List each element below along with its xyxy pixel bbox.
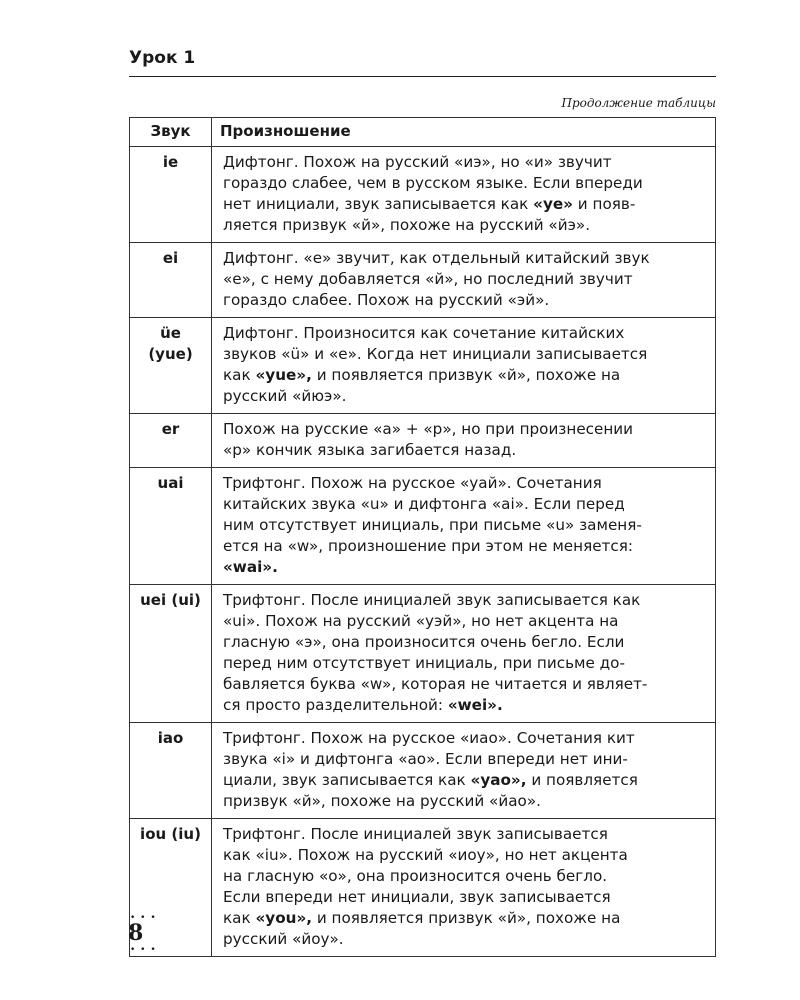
text-segment: как «iu». Похож на русский «иоу», но нет акцента bbox=[223, 846, 628, 864]
pronunciation-cell bbox=[212, 819, 716, 957]
pronunciation-line bbox=[223, 749, 705, 770]
pronunciation-line bbox=[223, 866, 705, 887]
text-segment: «e», с нему добавляется «й», но последний звучит bbox=[223, 270, 633, 288]
pronunciation-line bbox=[223, 632, 705, 653]
text-segment: Трифтонг. Похож на русское «иао». Сочетания кит bbox=[223, 729, 635, 747]
page-dots-bottom: • • • bbox=[130, 945, 157, 955]
pronunciation-line bbox=[223, 365, 705, 386]
pronunciation-line bbox=[223, 536, 705, 557]
sound-label: iou (iu) bbox=[140, 825, 201, 843]
text-segment: гласную «э», она произносится очень бегло. Если bbox=[223, 633, 625, 651]
table-row bbox=[130, 819, 716, 957]
text-segment: как bbox=[223, 909, 256, 927]
text-segment: ся просто разделительной: bbox=[223, 696, 448, 714]
bold-pinyin: «yue», bbox=[255, 366, 312, 384]
pronunciation-line bbox=[223, 194, 705, 215]
pronunciation-line bbox=[223, 695, 705, 716]
text-segment: ется на «w», произношение при этом не меняется: bbox=[223, 537, 633, 555]
table-row bbox=[130, 147, 716, 243]
text-segment: русский «йюэ». bbox=[223, 387, 347, 405]
bold-pinyin: «you», bbox=[255, 909, 313, 927]
table-row bbox=[130, 414, 716, 468]
table-row bbox=[130, 468, 716, 585]
pronunciation-line bbox=[223, 515, 705, 536]
text-segment: бавляется буква «w», которая не читается и являет- bbox=[223, 675, 648, 693]
column-header-sound: Звук bbox=[130, 118, 212, 147]
continuation-note: Продолжение таблицы bbox=[561, 96, 716, 110]
text-segment: ляется призвук «й», похоже на русский «йэ». bbox=[223, 216, 591, 234]
text-segment: русский «йоу». bbox=[223, 930, 344, 948]
lesson-title: Урок 1 bbox=[129, 48, 196, 68]
text-segment: Если впереди нет инициали, звук записывается bbox=[223, 888, 611, 906]
pronunciation-line bbox=[223, 215, 705, 236]
pronunciation-line bbox=[223, 290, 705, 311]
text-segment: ним отсутствует инициаль, при письме «u» заменя- bbox=[223, 516, 642, 534]
text-segment: Дифтонг. Произносится как сочетание китайских bbox=[223, 324, 625, 342]
text-segment: и появляется призвук «й», похоже на bbox=[311, 366, 621, 384]
pronunciation-line bbox=[223, 440, 705, 461]
text-segment: Трифтонг. Похож на русское «уай». Сочетания bbox=[223, 474, 602, 492]
pronunciation-line bbox=[223, 419, 705, 440]
sound-label: ie bbox=[162, 153, 179, 171]
pronunciation-line bbox=[223, 473, 705, 494]
pronunciation-cell bbox=[212, 147, 716, 243]
text-segment: звуков «ü» и «e». Когда нет инициали записывается bbox=[223, 345, 648, 363]
table-row bbox=[130, 318, 716, 414]
pronunciation-line bbox=[223, 611, 705, 632]
sound-cell bbox=[130, 468, 212, 585]
table-row bbox=[130, 723, 716, 819]
pronunciation-line bbox=[223, 845, 705, 866]
text-segment: звука «i» и дифтонга «ao». Если впереди нет ини- bbox=[223, 750, 628, 768]
pronunciation-line bbox=[223, 173, 705, 194]
pronunciation-line bbox=[223, 344, 705, 365]
sound-cell bbox=[130, 318, 212, 414]
text-segment: Трифтонг. После инициалей звук записывается bbox=[223, 825, 608, 843]
pronunciation-cell bbox=[212, 414, 716, 468]
text-segment: как bbox=[223, 366, 256, 384]
sound-label: iao bbox=[157, 729, 184, 747]
text-segment: гораздо слабее, чем в русском языке. Если впереди bbox=[223, 174, 643, 192]
pronunciation-line bbox=[223, 908, 705, 929]
pronunciation-line bbox=[223, 152, 705, 173]
phonetics-table bbox=[129, 117, 716, 957]
pronunciation-line bbox=[223, 494, 705, 515]
sound-label: uai bbox=[157, 474, 184, 492]
sound-cell bbox=[130, 414, 212, 468]
pronunciation-line bbox=[223, 590, 705, 611]
sound-cell bbox=[130, 147, 212, 243]
text-segment: китайских звука «u» и дифтонга «ai». Если перед bbox=[223, 495, 625, 513]
table-row bbox=[130, 243, 716, 318]
page-header bbox=[129, 48, 716, 77]
pronunciation-line bbox=[223, 887, 705, 908]
sound-cell bbox=[130, 723, 212, 819]
text-segment: и появляется призвук «й», похоже на bbox=[312, 909, 621, 927]
sound-cell bbox=[130, 243, 212, 318]
pronunciation-cell bbox=[212, 723, 716, 819]
sound-label: er bbox=[161, 420, 180, 438]
bold-pinyin: «yao», bbox=[470, 771, 527, 789]
pronunciation-line bbox=[223, 824, 705, 845]
pronunciation-line bbox=[223, 653, 705, 674]
text-segment: Дифтонг. «e» звучит, как отдельный китайский звук bbox=[223, 249, 650, 267]
text-segment: гораздо слабее. Похож на русский «эй». bbox=[223, 291, 550, 309]
pronunciation-line bbox=[223, 248, 705, 269]
sound-label: üe bbox=[160, 324, 181, 342]
text-segment: нет инициали, звук записывается как bbox=[223, 195, 534, 213]
pronunciation-line bbox=[223, 728, 705, 749]
text-segment: Дифтонг. Похож на русский «иэ», но «и» звучит bbox=[223, 153, 612, 171]
text-segment: Похож на русские «а» + «р», но при произнесении bbox=[223, 420, 634, 438]
pronunciation-cell bbox=[212, 318, 716, 414]
bold-pinyin: «wei». bbox=[447, 696, 503, 714]
text-segment: и появляется bbox=[526, 771, 638, 789]
text-segment: «р» кончик языка загибается назад. bbox=[223, 441, 517, 459]
bold-pinyin: «wai». bbox=[223, 558, 278, 576]
pronunciation-line bbox=[223, 770, 705, 791]
pronunciation-line bbox=[223, 929, 705, 950]
sound-cell bbox=[130, 585, 212, 723]
text-segment: призвук «й», похоже на русский «йао». bbox=[223, 792, 541, 810]
pronunciation-cell bbox=[212, 243, 716, 318]
text-segment: циали, звук записывается как bbox=[223, 771, 471, 789]
pronunciation-line bbox=[223, 386, 705, 407]
sound-label: ei bbox=[162, 249, 179, 267]
page-number: 8 bbox=[128, 920, 144, 946]
sound-label: (yue) bbox=[148, 345, 193, 363]
table-header-row bbox=[130, 118, 716, 147]
column-header-pronunciation: Произношение bbox=[212, 118, 716, 147]
page-dots-top: • • • bbox=[130, 913, 157, 923]
text-segment: на гласную «о», она произносится очень бегло. bbox=[223, 867, 608, 885]
text-segment: и появ- bbox=[572, 195, 636, 213]
bold-pinyin: «ye» bbox=[533, 195, 573, 213]
pronunciation-cell bbox=[212, 468, 716, 585]
pronunciation-line bbox=[223, 674, 705, 695]
text-segment: перед ним отсутствует инициаль, при письме до- bbox=[223, 654, 625, 672]
pronunciation-line bbox=[223, 557, 705, 578]
sound-label: uei (ui) bbox=[140, 591, 201, 609]
pronunciation-line bbox=[223, 269, 705, 290]
text-segment: «ui». Похож на русский «уэй», но нет акцента на bbox=[223, 612, 619, 630]
table-row bbox=[130, 585, 716, 723]
pronunciation-cell bbox=[212, 585, 716, 723]
text-segment: Трифтонг. После инициалей звук записывается как bbox=[223, 591, 641, 609]
pronunciation-line bbox=[223, 791, 705, 812]
pronunciation-line bbox=[223, 323, 705, 344]
